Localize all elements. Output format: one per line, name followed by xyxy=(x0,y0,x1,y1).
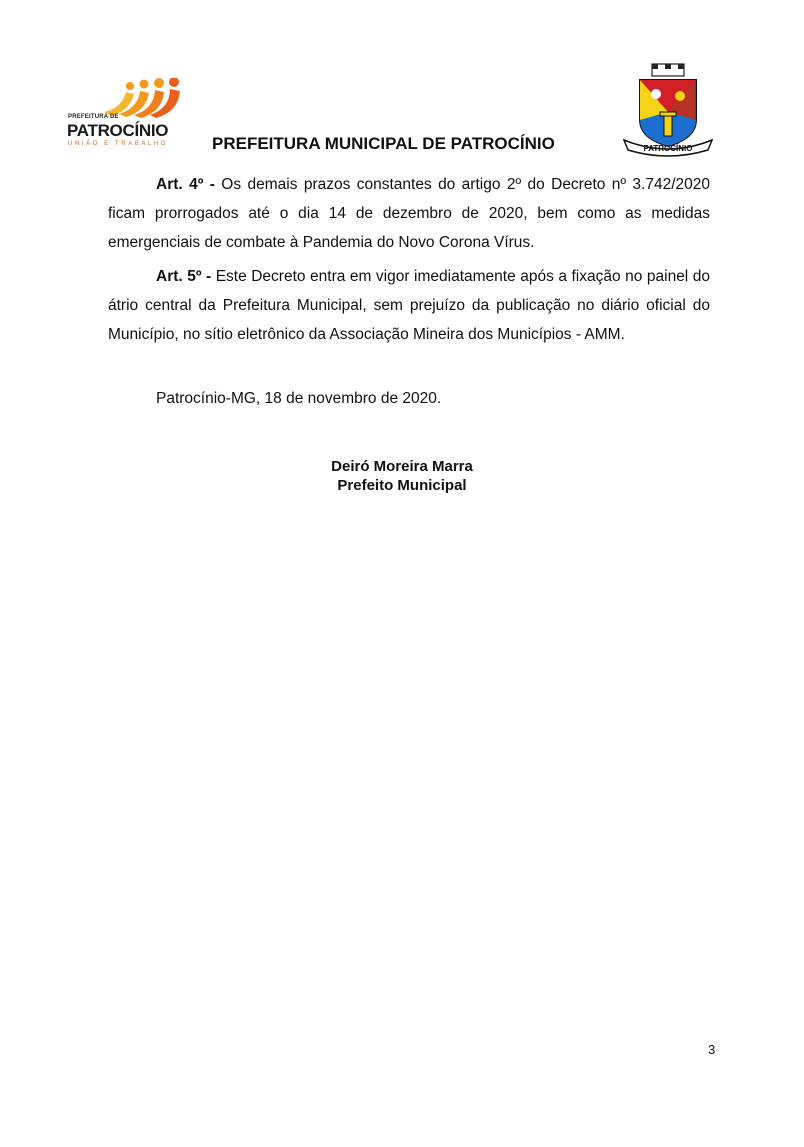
article-4-label: Art. 4º - xyxy=(156,176,215,193)
article-4 xyxy=(108,170,710,266)
crest-banner-label: PATROCÍNIO xyxy=(643,144,693,153)
page-number: 3 xyxy=(708,1042,716,1057)
article-5-label: Art. 5º - xyxy=(156,268,212,285)
date-line xyxy=(108,384,710,422)
coat-of-arms-icon xyxy=(622,62,714,158)
signature-role: Prefeito Municipal xyxy=(337,477,467,494)
logo-wordmark: PATROCÍNIO xyxy=(67,121,169,140)
signature-name: Deiró Moreira Marra xyxy=(331,458,473,475)
patrocinio-logo xyxy=(64,78,190,150)
logo-subtitle: PREFEITURA DE xyxy=(68,114,119,120)
logo-tagline: UNIÃO E TRABALHO xyxy=(68,141,169,147)
page-title: PREFEITURA MUNICIPAL DE PATROCÍNIO xyxy=(212,134,555,153)
people-figures-icon xyxy=(64,78,190,118)
article-5 xyxy=(108,262,710,358)
article-5-text: Este Decreto entra em vigor imediatamente após a fixação no painel do átrio central da Prefeitura Municipal, sem prejuízo da publicação no diário oficial do Município, no sítio eletrônico da Associação Mineira dos Municípios - AMM. xyxy=(108,268,711,343)
municipal-crest xyxy=(622,62,714,158)
page-header xyxy=(0,0,804,170)
article-4-text: Os demais prazos constantes do artigo 2º do Decreto nº 3.742/2020 ficam prorrogados até o dia 14 de dezembro de 2020, bem como as medidas emergenciais de combate à Pandemia do Novo Corona Vírus. xyxy=(108,176,711,251)
date-line-text: Patrocínio-MG, 18 de novembro de 2020. xyxy=(156,390,442,407)
